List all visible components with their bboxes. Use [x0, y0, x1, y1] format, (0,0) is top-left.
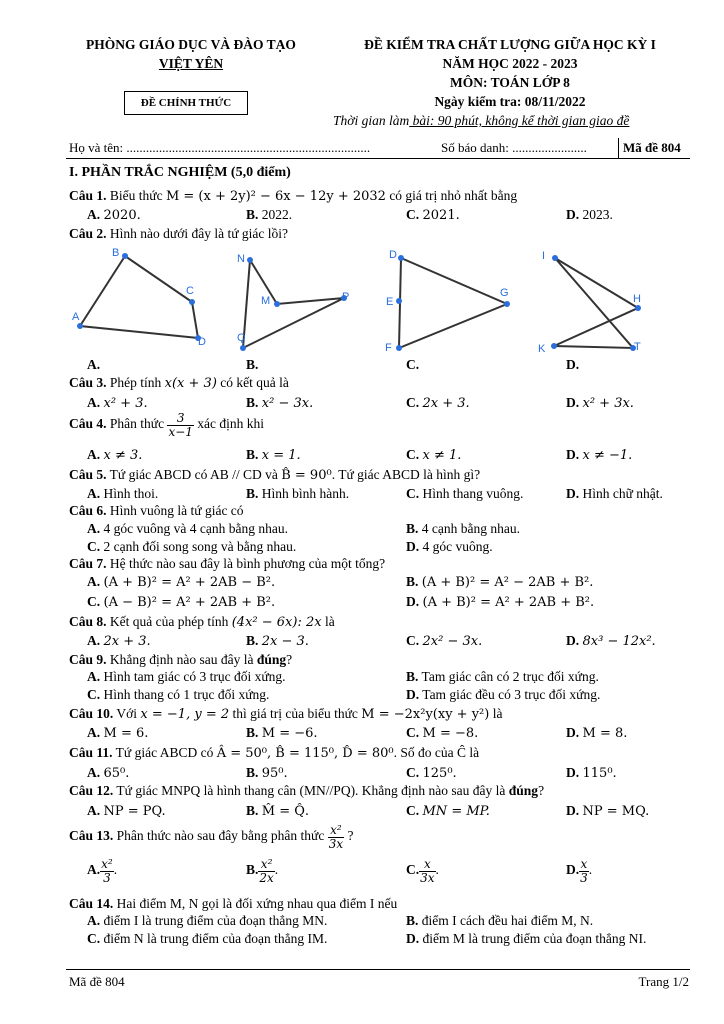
q12-option-d[interactable]: D. NP = MQ.	[566, 803, 650, 819]
q2-option-c[interactable]: C.	[406, 357, 420, 372]
divider	[618, 138, 619, 158]
school-year: NĂM HỌC 2022 - 2023	[442, 56, 578, 71]
fig-a-label-D: D	[198, 336, 206, 348]
q3-option-d[interactable]: D. x² + 3x.	[566, 395, 634, 411]
q4-option-a[interactable]: A. x ≠ 3.	[87, 447, 143, 463]
q7-option-a[interactable]: A. (A + B)² = A² + 2AB − B².	[87, 574, 276, 590]
q2-option-a[interactable]: A.	[87, 357, 101, 372]
q6-option-c[interactable]: C. 2 cạnh đối song song và bằng nhau.	[87, 539, 297, 554]
exam-code: Mã đề 804	[623, 140, 681, 155]
q6-option-a[interactable]: A. 4 góc vuông và 4 cạnh bằng nhau.	[87, 521, 288, 536]
q5-option-a[interactable]: A. Hình thoi.	[87, 486, 159, 501]
figure-d	[538, 250, 641, 355]
quadrilateral-figures	[66, 244, 686, 360]
question-14: Câu 14. Hai điểm M, N gọi là đối xứng nhau qua điểm I nếu	[69, 896, 398, 911]
fig-a-label-B: B	[112, 247, 120, 259]
question-5: Câu 5. Tứ giác ABCD có AB // CD và B̂ = 90⁰. Tứ giác ABCD là hình gì?	[69, 467, 481, 483]
question-3: Câu 3. Phép tính x(x + 3) có kết quả là	[69, 375, 289, 391]
q7-option-d[interactable]: D. (A + B)² = A² + 2AB + B².	[406, 594, 595, 610]
footer-page-number: Trang 1/2	[638, 974, 689, 989]
q9-option-b[interactable]: B. Tam giác cân có 2 trục đối xứng.	[406, 669, 599, 684]
figure-b	[237, 253, 349, 351]
district-name: VIỆT YÊN	[158, 56, 224, 71]
q5-option-c[interactable]: C. Hình thang vuông.	[406, 486, 524, 501]
q4-option-d[interactable]: D. x ≠ −1.	[566, 447, 633, 463]
fig-d-label-T: T	[634, 341, 641, 353]
q11-option-b[interactable]: B. 95⁰.	[246, 765, 288, 781]
question-6: Câu 6. Hình vuông là tứ giác có	[69, 503, 244, 518]
fig-c-label-E: E	[386, 296, 394, 308]
fig-b-label-N: N	[237, 253, 245, 265]
question-1: Câu 1. Biểu thức M = (x + 2y)² − 6x − 12y + 2032 có giá trị nhỏ nhất bằng	[69, 188, 518, 204]
q1-option-c[interactable]: C. 2021.	[406, 207, 460, 223]
exam-duration: Thời gian làm bài: 90 phút, không kể thời gian giao đề	[333, 113, 630, 128]
q3-option-b[interactable]: B. x² − 3x.	[246, 395, 314, 411]
q13-option-c[interactable]: C. $\frac{x}{3x}$ .	[406, 857, 439, 885]
fig-c-label-F: F	[385, 342, 392, 354]
q1-option-b[interactable]: B. 2022.	[246, 207, 293, 222]
q5-option-b[interactable]: B. Hình bình hành.	[246, 486, 350, 501]
q12-option-a[interactable]: A. NP = PQ.	[87, 803, 166, 819]
subject: MÔN: TOÁN LỚP 8	[450, 75, 570, 90]
q8-option-a[interactable]: A. 2x + 3.	[87, 633, 151, 649]
fig-b-label-P: P	[342, 291, 350, 303]
official-stamp: ĐỀ CHÍNH THỨC	[124, 91, 248, 115]
q4-option-c[interactable]: C. x ≠ 1.	[406, 447, 462, 463]
q11-option-d[interactable]: D. 115⁰.	[566, 765, 617, 781]
q13-option-d[interactable]: D. $\frac{x}{3}$ .	[566, 857, 593, 885]
q3-option-a[interactable]: A. x² + 3.	[87, 395, 148, 411]
question-2: Câu 2. Hình nào dưới đây là tứ giác lồi?	[69, 226, 288, 241]
question-7: Câu 7. Hệ thức nào sau đây là bình phương của một tổng?	[69, 556, 386, 571]
student-id-field: Số báo danh: .......................	[441, 140, 587, 155]
q8-option-c[interactable]: C. 2x² − 3x.	[406, 633, 483, 649]
fig-c-label-G: G	[500, 287, 509, 299]
fig-a-label-C: C	[186, 285, 194, 297]
question-13: Câu 13. Phân thức nào sau đây bằng phân thức $\frac{\text{x²}}{3x}$ ?	[69, 823, 354, 851]
question-8: Câu 8. Kết quả của phép tính (4x² − 6x): 2x là	[69, 614, 335, 630]
q11-option-c[interactable]: C. 125⁰.	[406, 765, 457, 781]
question-9: Câu 9. Khẳng định nào sau đây là đúng?	[69, 652, 293, 667]
figure-c	[385, 249, 510, 354]
q14-option-c[interactable]: C. điểm N là trung điểm của đoạn thẳng IM.	[87, 931, 328, 946]
q1-option-d[interactable]: D. 2023.	[566, 207, 613, 222]
footer-exam-code: Mã đề 804	[69, 974, 125, 989]
q3-option-c[interactable]: C. 2x + 3.	[406, 395, 470, 411]
q14-option-a[interactable]: A. điểm I là trung điểm của đoạn thẳng MN.	[87, 913, 328, 928]
q9-option-d[interactable]: D. Tam giác đều có 3 trục đối xứng.	[406, 687, 601, 702]
fig-b-label-M: M	[261, 295, 271, 307]
q10-option-b[interactable]: B. M = −6.	[246, 725, 318, 741]
q10-option-d[interactable]: D. M = 8.	[566, 725, 628, 741]
fig-d-label-H: H	[633, 293, 641, 305]
question-12: Câu 12. Tứ giác MNPQ là hình thang cân (MN//PQ). Khẳng định nào sau đây là đúng?	[69, 783, 545, 798]
department-name: PHÒNG GIÁO DỤC VÀ ĐÀO TẠO	[86, 37, 296, 52]
q8-option-d[interactable]: D. 8x³ − 12x².	[566, 633, 656, 649]
q13-option-b[interactable]: B. $\frac{\text{x²}}{2x}$ .	[246, 857, 279, 885]
question-11: Câu 11. Tứ giác ABCD có Â = 50⁰, B̂ = 115⁰, D̂ = 80⁰. Số đo của Ĉ là	[69, 745, 480, 761]
q6-option-d[interactable]: D. 4 góc vuông.	[406, 539, 493, 554]
q4-option-b[interactable]: B. x = 1.	[246, 447, 301, 463]
q6-option-b[interactable]: B. 4 cạnh bằng nhau.	[406, 521, 520, 536]
footer-rule	[66, 969, 690, 970]
fig-d-label-I: I	[542, 250, 546, 262]
exam-title: ĐỀ KIỂM TRA CHẤT LƯỢNG GIỮA HỌC KỲ I	[364, 37, 656, 52]
q14-option-b[interactable]: B. điểm I cách đều hai điểm M, N.	[406, 913, 594, 928]
q11-option-a[interactable]: A. 65⁰.	[87, 765, 130, 781]
fig-a-label-A: A	[72, 311, 80, 323]
fig-b-label-Q: Q	[237, 332, 246, 344]
q1-option-a[interactable]: A. 2020.	[87, 207, 141, 223]
header-rule	[66, 158, 690, 159]
q8-option-b[interactable]: B. 2x − 3.	[246, 633, 309, 649]
q12-option-c[interactable]: C. MN = MP.	[406, 803, 490, 819]
figure-a	[72, 247, 206, 348]
q2-option-d[interactable]: D.	[566, 357, 580, 372]
q10-option-c[interactable]: C. M = −8.	[406, 725, 479, 741]
exam-date: Ngày kiểm tra: 08/11/2022	[434, 94, 586, 109]
q9-option-a[interactable]: A. Hình tam giác có 3 trục đối xứng.	[87, 669, 286, 684]
q12-option-b[interactable]: B. M̂ = Q̂.	[246, 803, 310, 819]
q7-option-b[interactable]: B. (A + B)² = A² − 2AB + B².	[406, 574, 594, 590]
student-name-field: Họ và tên: ...........................................................................	[69, 140, 371, 155]
question-10: Câu 10. Với x = −1, y = 2 thì giá trị của biểu thức M = −2x²y(xy + y²) là	[69, 706, 503, 722]
q5-option-d[interactable]: D. Hình chữ nhật.	[566, 486, 663, 501]
question-4: Câu 4. Phân thức $\frac{3}{x-1}$ xác định khi	[69, 411, 265, 439]
fig-c-label-D: D	[389, 249, 397, 261]
section-title: I. PHẦN TRẮC NGHIỆM (5,0 điểm)	[69, 165, 291, 180]
q10-option-a[interactable]: A. M = 6.	[87, 725, 149, 741]
q14-option-d[interactable]: D. điểm M là trung điểm của đoạn thẳng NI.	[406, 931, 647, 946]
fig-d-label-K: K	[538, 343, 546, 355]
q9-option-c[interactable]: C. Hình thang có 1 trục đối xứng.	[87, 687, 270, 702]
q7-option-c[interactable]: C. (A − B)² = A² + 2AB + B².	[87, 594, 276, 610]
q13-option-a[interactable]: A. $\frac{\text{x²}}{3}$ .	[87, 857, 118, 885]
q2-option-b[interactable]: B.	[246, 357, 259, 372]
